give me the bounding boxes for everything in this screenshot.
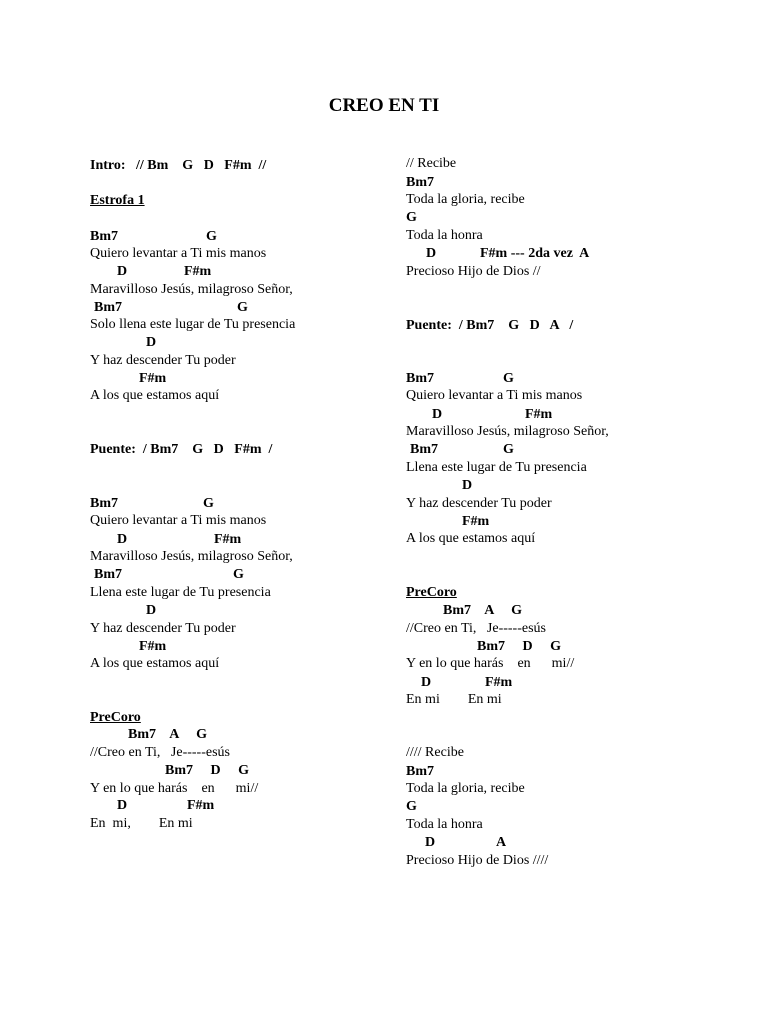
- lyric-line: Y en lo que harás en mi//: [90, 781, 259, 796]
- chord: F#m: [462, 514, 490, 529]
- chord: G: [406, 210, 417, 225]
- chord: D: [421, 675, 432, 690]
- lyric-line: //// Recibe: [406, 745, 464, 760]
- lyric-line: Y en lo que harás en mi//: [406, 656, 575, 671]
- chord-line: Bm7 A G: [443, 603, 522, 618]
- lyric-line: Toda la honra: [406, 817, 483, 832]
- lyric-line: Toda la gloria, recibe: [406, 192, 525, 207]
- chord: F#m: [184, 264, 212, 279]
- chord-line: Bm7 D G: [477, 639, 561, 654]
- chord: Bm7: [94, 300, 122, 315]
- lyric-line: Toda la honra: [406, 228, 483, 243]
- chord: Bm7: [94, 567, 122, 582]
- lyric-line: Llena este lugar de Tu presencia: [90, 585, 271, 600]
- lyric-line: A los que estamos aquí: [90, 388, 220, 403]
- chord-line: F#m --- 2da vez A: [480, 246, 590, 261]
- intro-line: Intro: // Bm G D F#m //: [90, 158, 267, 173]
- lyric-line: //Creo en Ti, Je-----esús: [406, 621, 546, 636]
- chord: D: [462, 478, 473, 493]
- lyric-line: Maravilloso Jesús, milagroso Señor,: [90, 282, 293, 297]
- lyric-line: A los que estamos aquí: [90, 656, 220, 671]
- chord: F#m: [214, 532, 242, 547]
- chord: F#m: [525, 407, 553, 422]
- chord: Bm7: [90, 496, 118, 511]
- precoro-heading: PreCoro: [90, 710, 141, 725]
- chord: Bm7: [406, 764, 434, 779]
- lyric-line: Quiero levantar a Ti mis manos: [90, 513, 267, 528]
- chord: G: [503, 371, 514, 386]
- puente-line: Puente: / Bm7 G D F#m /: [90, 442, 273, 457]
- lyric-line: Solo llena este lugar de Tu presencia: [90, 317, 296, 332]
- chord-line: Bm7 A G: [128, 727, 207, 742]
- lyric-line: Quiero levantar a Ti mis manos: [406, 388, 583, 403]
- chord: Bm7: [406, 371, 434, 386]
- lyric-line: Precioso Hijo de Dios ////: [406, 853, 549, 868]
- chord: F#m: [187, 798, 215, 813]
- chord: D: [432, 407, 443, 422]
- lyric-line: Quiero levantar a Ti mis manos: [90, 246, 267, 261]
- lyric-line: Llena este lugar de Tu presencia: [406, 460, 587, 475]
- lyric-line: Toda la gloria, recibe: [406, 781, 525, 796]
- chord: G: [203, 496, 214, 511]
- lyric-line: //Creo en Ti, Je-----esús: [90, 745, 230, 760]
- chord-line: Bm7 D G: [165, 763, 249, 778]
- chord: D: [146, 335, 157, 350]
- chord: D: [146, 603, 157, 618]
- chord: Bm7: [90, 229, 118, 244]
- chord: F#m: [139, 639, 167, 654]
- chord: D: [117, 532, 128, 547]
- lyric-line: Y haz descender Tu poder: [90, 353, 236, 368]
- chord: F#m: [485, 675, 513, 690]
- chord: G: [233, 567, 244, 582]
- chord: D: [426, 246, 437, 261]
- chord: D: [117, 798, 128, 813]
- lyric-line: Y haz descender Tu poder: [90, 621, 236, 636]
- chord: Bm7: [410, 442, 438, 457]
- chord: D: [117, 264, 128, 279]
- lyric-line: En mi, En mi: [90, 816, 193, 831]
- chord: D: [425, 835, 436, 850]
- chord: F#m: [139, 371, 167, 386]
- lyric-line: Precioso Hijo de Dios //: [406, 264, 541, 279]
- puente-line: Puente: / Bm7 G D A /: [406, 318, 574, 333]
- song-title: CREO EN TI: [328, 95, 440, 116]
- chord: G: [503, 442, 514, 457]
- lyric-line: En mi En mi: [406, 692, 502, 707]
- precoro-heading: PreCoro: [406, 585, 457, 600]
- lyric-line: Maravilloso Jesús, milagroso Señor,: [406, 424, 609, 439]
- lyric-line: // Recibe: [406, 156, 457, 171]
- chord: G: [406, 799, 417, 814]
- lyric-line: A los que estamos aquí: [406, 531, 536, 546]
- chord: G: [206, 229, 217, 244]
- estrofa-1-heading: Estrofa 1: [90, 193, 145, 208]
- lyric-line: Y haz descender Tu poder: [406, 496, 552, 511]
- chord: Bm7: [406, 175, 434, 190]
- chord: G: [237, 300, 248, 315]
- chord: A: [496, 835, 507, 850]
- lyric-line: Maravilloso Jesús, milagroso Señor,: [90, 549, 293, 564]
